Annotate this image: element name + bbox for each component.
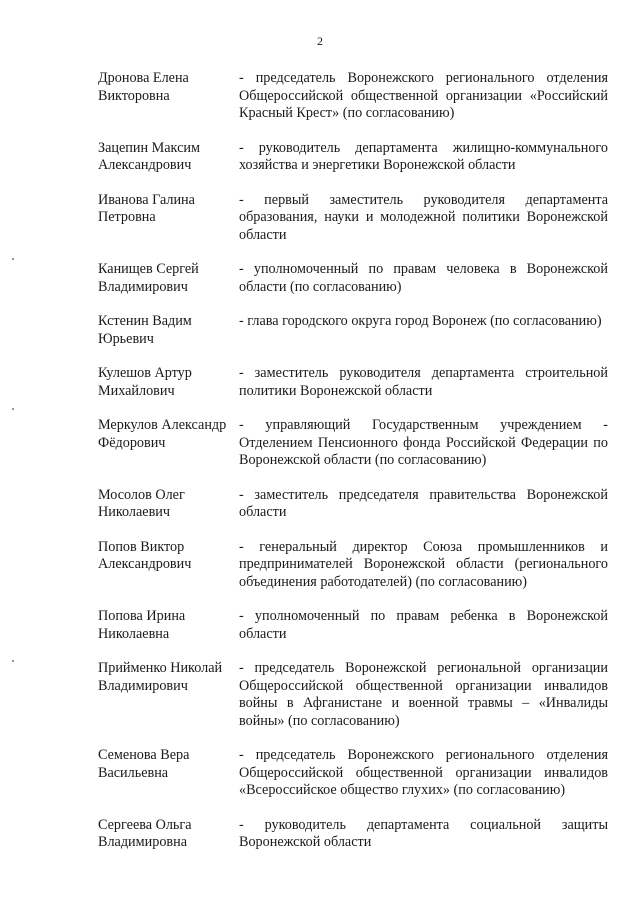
member-entry (98, 608, 608, 643)
member-entry (98, 261, 608, 296)
member-entry (98, 487, 608, 522)
member-entry (98, 417, 608, 470)
member-name: Кулешов Артур Михайлович (98, 365, 192, 399)
member-role: - заместитель председателя правительства Воронежской области (239, 486, 608, 520)
member-entry (98, 747, 608, 800)
member-name: Прийменко Николай Владимирович (98, 660, 223, 694)
member-role: - генеральный директор Союза промышленников и предпринимателей Воронежской области (регионального объединения работодателей) (по согласованию) (239, 538, 608, 590)
member-role: - председатель Воронежской региональной организации Общероссийской общественной организации инвалидов войны в Афганистане и военной травмы – «Инвалиды войны» (по согласованию) (239, 660, 608, 729)
member-role: - уполномоченный по правам ребенка в Воронежской области (239, 608, 608, 642)
member-name: Попова Ирина Николаевна (98, 608, 186, 642)
member-role: - управляющий Государственным учреждением - Отделением Пенсионного фонда Российской Федерации по Воронежской области (по согласованию) (239, 417, 608, 468)
member-name: Канищев Сергей Владимирович (98, 261, 199, 295)
member-name: Зацепин Максим Александрович (98, 139, 200, 173)
member-role: - заместитель руководителя департамента строительной политики Воронежской области (239, 365, 608, 399)
member-name: Попов Виктор Александрович (98, 538, 192, 572)
member-entry (98, 539, 608, 592)
member-name: Сергеева Ольга Владимировна (98, 816, 192, 850)
member-entry (98, 192, 608, 245)
member-role: - руководитель департамента жилищно-коммунального хозяйства и энергетики Воронежской области (239, 139, 608, 173)
margin-dot (12, 408, 14, 410)
member-name: Меркулов Александр Фёдорович (98, 417, 227, 451)
member-name: Кстенин Вадим Юрьевич (98, 313, 192, 347)
member-role: - уполномоченный по правам человека в Воронежской области (по согласованию) (239, 261, 608, 295)
member-name: Дронова Елена Викторовна (98, 70, 189, 104)
member-entry (98, 817, 608, 852)
member-entry (98, 660, 608, 730)
member-role: - председатель Воронежского регионального отделения Общероссийской общественной организации инвалидов «Всероссийское общество глухих» (по согласованию) (239, 747, 608, 798)
member-entry (98, 365, 608, 400)
member-entry (98, 313, 608, 348)
member-role: - первый заместитель руководителя департамента образования, науки и молодежной политики Воронежской области (239, 191, 608, 243)
margin-dot (12, 258, 14, 260)
member-entry (98, 70, 608, 123)
page-number: 2 (317, 34, 323, 48)
member-name: Иванова Галина Петровна (98, 191, 195, 225)
member-name: Мосолов Олег Николаевич (98, 486, 185, 520)
member-role: - председатель Воронежского регионального отделения Общероссийской общественной организации «Российский Красный Крест» (по согласованию) (239, 70, 608, 121)
member-name: Семенова Вера Васильевна (98, 747, 190, 781)
margin-dot (12, 660, 14, 662)
member-role: - глава городского округа город Воронеж (по согласованию) (239, 313, 602, 329)
member-role: - руководитель департамента социальной защиты Воронежской области (239, 816, 608, 850)
members-list (98, 70, 608, 869)
member-entry (98, 140, 608, 175)
